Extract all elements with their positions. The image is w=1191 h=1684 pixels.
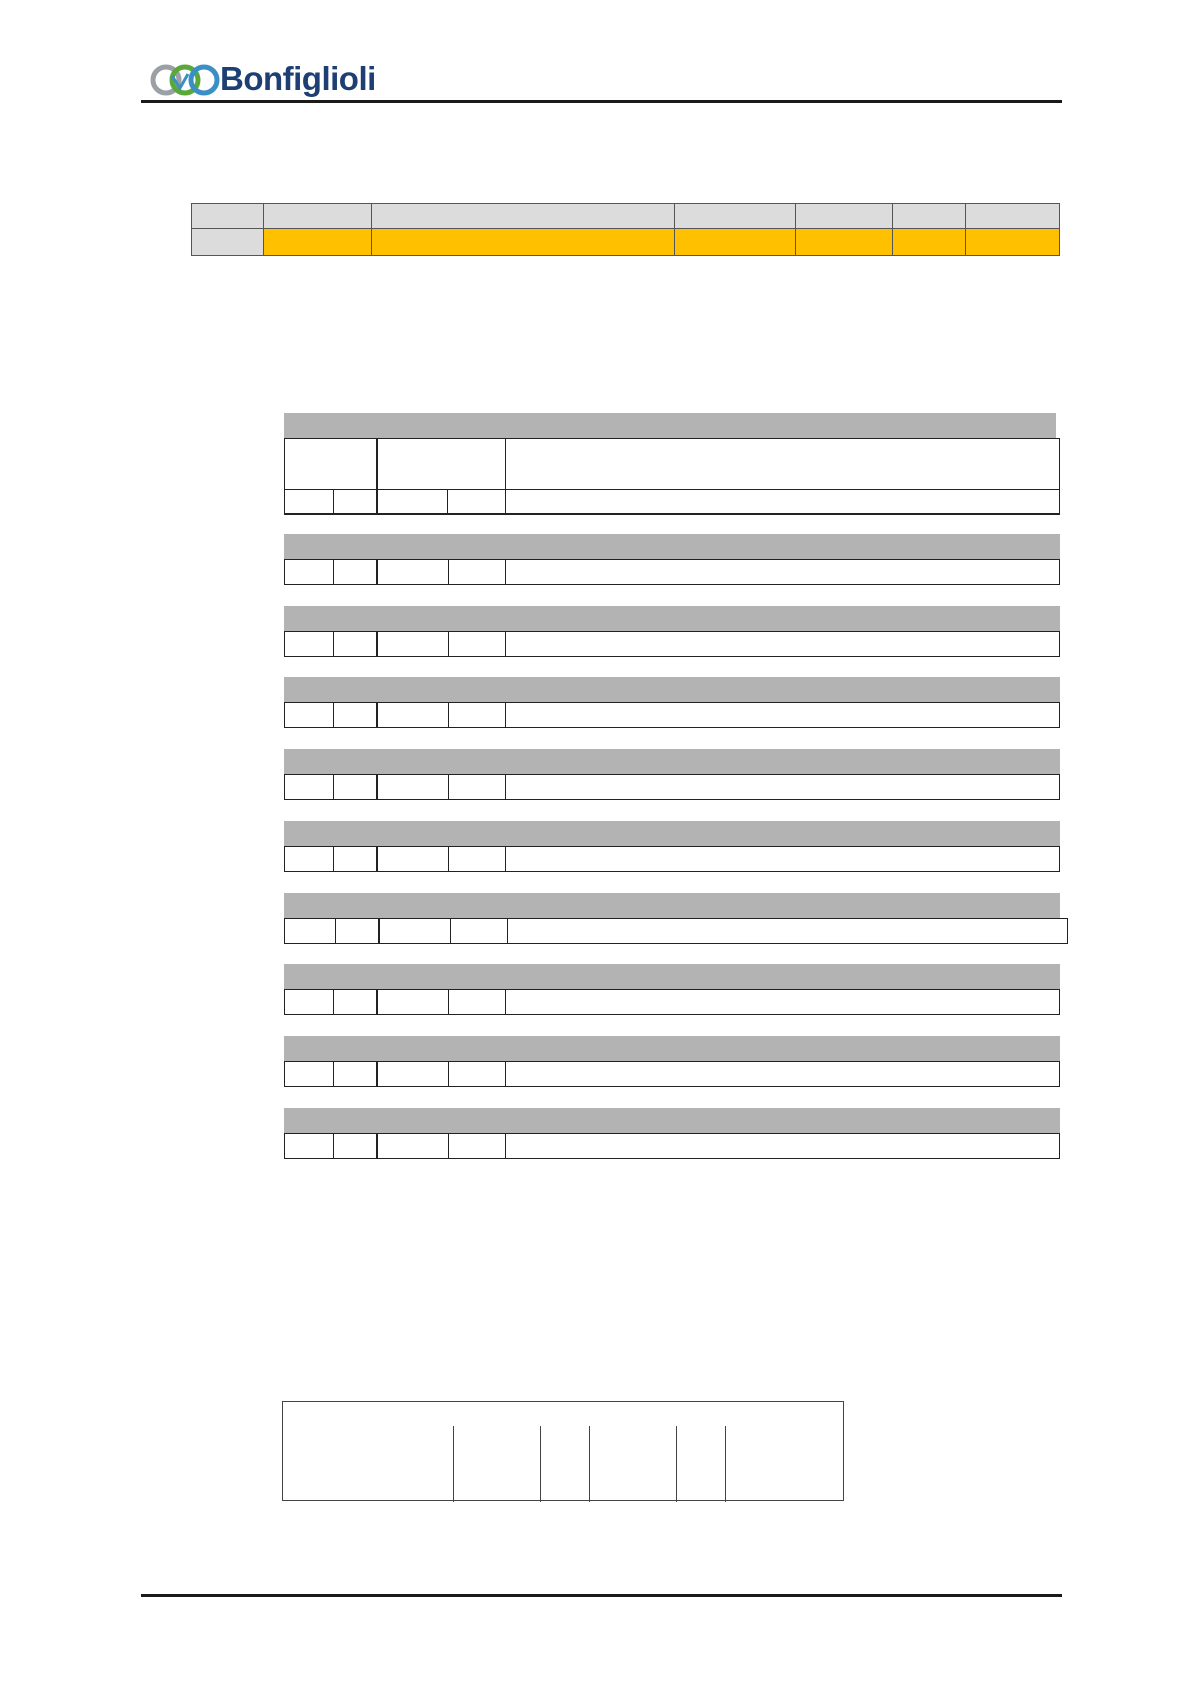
column-divider (335, 918, 336, 944)
column-divider (505, 438, 506, 515)
param-value-cell (795, 228, 893, 256)
column-divider (505, 631, 506, 657)
column-divider (505, 989, 506, 1015)
column-divider (376, 1133, 378, 1159)
brand-name: Bonfiglioli (220, 60, 376, 97)
signal-row (284, 918, 1068, 944)
signal-group-bar (284, 1108, 1060, 1133)
column-divider (453, 1426, 454, 1502)
column-divider (376, 438, 378, 515)
column-divider (450, 918, 451, 944)
column-divider (505, 702, 506, 728)
column-divider (376, 1061, 378, 1087)
parameter-table (191, 203, 1060, 256)
signal-group-bar (284, 413, 1056, 438)
column-divider (725, 1426, 726, 1502)
column-divider (333, 489, 334, 515)
column-divider (505, 846, 506, 872)
signal-row (284, 774, 1060, 800)
column-divider (448, 774, 449, 800)
column-divider (333, 1061, 334, 1087)
column-divider (333, 846, 334, 872)
param-value-cell (674, 228, 796, 256)
column-divider (448, 1133, 449, 1159)
row-divider (284, 513, 1060, 515)
column-divider (376, 631, 378, 657)
column-divider (447, 489, 448, 515)
column-divider (505, 1133, 506, 1159)
column-divider (676, 1426, 677, 1502)
signal-row (284, 631, 1060, 657)
param-header-cell (892, 203, 966, 229)
header-rule (141, 100, 1062, 103)
column-divider (376, 559, 378, 585)
param-value-cell (965, 228, 1060, 256)
row-divider (284, 489, 1060, 490)
param-header-cell (795, 203, 893, 229)
param-value-cell (263, 228, 372, 256)
column-divider (333, 774, 334, 800)
column-divider (333, 702, 334, 728)
signal-group-bar (284, 964, 1060, 989)
param-header-cell (965, 203, 1060, 229)
column-divider (448, 846, 449, 872)
signal-group-bar (284, 893, 1060, 918)
company-logo (150, 58, 390, 102)
signal-row (284, 1061, 1060, 1087)
signal-row (284, 559, 1060, 585)
column-divider (448, 702, 449, 728)
column-divider (448, 989, 449, 1015)
signal-table-header (284, 438, 1060, 515)
column-divider (505, 559, 506, 585)
column-divider (448, 1061, 449, 1087)
column-divider (507, 918, 508, 944)
signal-group-bar (284, 677, 1060, 702)
param-value-cell (892, 228, 966, 256)
column-divider (540, 1426, 541, 1502)
param-header-cell (371, 203, 675, 229)
signal-group-bar (284, 749, 1060, 774)
summary-table (282, 1401, 844, 1501)
column-divider (333, 1133, 334, 1159)
param-header-cell (191, 203, 264, 229)
signal-row (284, 846, 1060, 872)
column-divider (333, 989, 334, 1015)
signal-group-bar (284, 821, 1060, 846)
column-divider (448, 631, 449, 657)
signal-row (284, 989, 1060, 1015)
column-divider (589, 1426, 590, 1502)
footer-rule (141, 1594, 1062, 1597)
param-value-cell (371, 228, 675, 256)
signal-row (284, 1133, 1060, 1159)
column-divider (505, 1061, 506, 1087)
signal-group-bar (284, 1036, 1060, 1061)
param-id-cell (191, 228, 264, 256)
column-divider (333, 559, 334, 585)
column-divider (378, 918, 380, 944)
column-divider (376, 989, 378, 1015)
signal-row (284, 702, 1060, 728)
column-divider (376, 774, 378, 800)
signal-group-bar (284, 606, 1060, 631)
column-divider (448, 559, 449, 585)
column-divider (376, 702, 378, 728)
param-header-cell (674, 203, 796, 229)
column-divider (505, 774, 506, 800)
signal-group-bar (284, 534, 1060, 559)
column-divider (376, 846, 378, 872)
param-header-cell (263, 203, 372, 229)
column-divider (333, 631, 334, 657)
bonfiglioli-logo-icon (150, 58, 220, 98)
